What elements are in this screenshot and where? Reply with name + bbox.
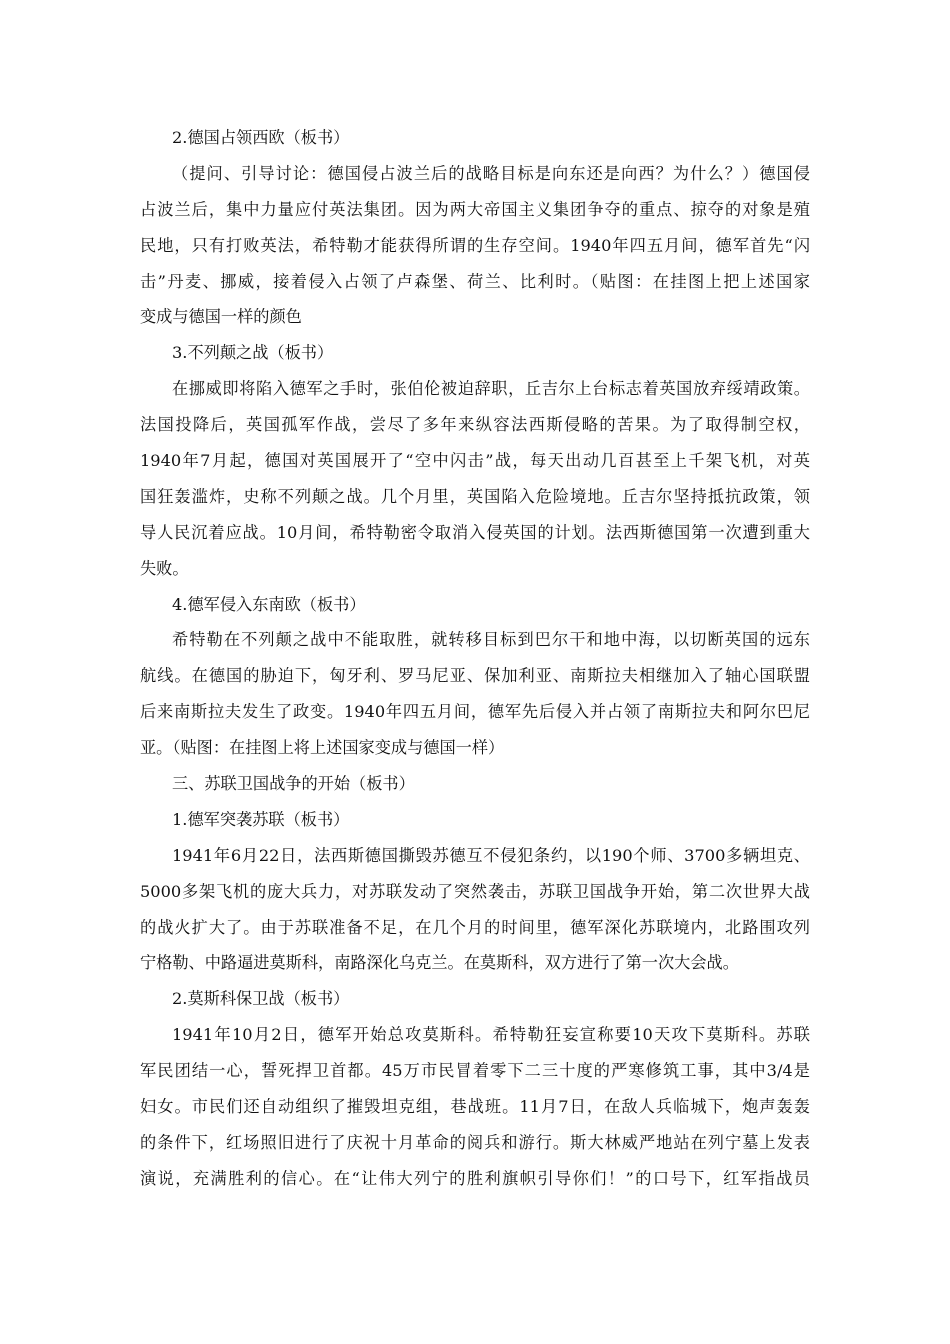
paragraph-line: 亚。（贴图：在挂图上将上述国家变成与德国一样） bbox=[140, 738, 505, 758]
paragraph-line: 1941年10月2日，德军开始总攻莫斯科。希特勒狂妄宣称要10天攻下莫斯科。苏联 bbox=[172, 1025, 810, 1045]
paragraph-line: （提问、引导讨论：德国侵占波兰后的战略目标是向东还是向西？为什么？）德国侵 bbox=[172, 163, 810, 183]
heading-southeast-europe bbox=[140, 587, 810, 623]
paragraph-invasion-of-ussr bbox=[140, 838, 810, 982]
heading-defense-of-moscow bbox=[140, 981, 810, 1017]
paragraph-line: 的条件下，红场照旧进行了庆祝十月革命的阅兵和游行。斯大林威严地站在列宁墓上发表 bbox=[140, 1132, 810, 1152]
paragraph-line: 后来南斯拉夫发生了政变。1940年四五月间，德军先后侵入并占领了南斯拉夫和阿尔巴尼 bbox=[140, 702, 810, 722]
paragraph-line: 民地，只有打败英法，希特勒才能获得所谓的生存空间。1940年四五月间，德军首先“闪 bbox=[140, 235, 810, 255]
paragraph-line: 宁格勒、中路逼进莫斯科，南路深化乌克兰。在莫斯科，双方进行了第一次大会战。 bbox=[140, 953, 739, 973]
paragraph-line: 在挪威即将陷入德军之手时，张伯伦被迫辞职，丘吉尔上台标志着英国放弃绥靖政策。 bbox=[172, 379, 810, 399]
paragraph-line: 1941年6月22日，法西斯德国撕毁苏德互不侵犯条约，以190个师、3700多辆坦克、 bbox=[172, 845, 810, 865]
heading-line: 4.德军侵入东南欧（板书） bbox=[172, 594, 366, 614]
paragraph-line: 演说，充满胜利的信心。在“让伟大列宁的胜利旗帜引导你们！”的口号下，红军指战员 bbox=[140, 1168, 810, 1188]
heading-line: 1.德军突袭苏联（板书） bbox=[172, 809, 350, 829]
paragraph-line: 军民团结一心，誓死捍卫首都。45万市民冒着零下二三十度的严寒修筑工事，其中3/4是 bbox=[140, 1061, 810, 1081]
paragraph-line: 变成与德国一样的颜色 bbox=[140, 307, 302, 327]
document-page bbox=[140, 120, 810, 1197]
heading-line: 2.莫斯科保卫战（板书） bbox=[172, 989, 350, 1009]
paragraph-line: 1940年7月起，德国对英国展开了“空中闪击”战，每天出动几百甚至上千架飞机，对英 bbox=[140, 451, 810, 471]
paragraph-line: 的战火扩大了。由于苏联准备不足，在几个月的时间里，德军深化苏联境内，北路围攻列 bbox=[140, 917, 810, 937]
paragraph-line: 妇女。市民们还自动组织了摧毁坦克组，巷战班。11月7日，在敌人兵临城下，炮声轰轰 bbox=[140, 1097, 810, 1117]
heading-line: 三、苏联卫国战争的开始（板书） bbox=[172, 774, 415, 794]
heading-western-europe bbox=[140, 120, 810, 156]
paragraph-line: 5000多架飞机的庞大兵力，对苏联发动了突然袭击，苏联卫国战争开始，第二次世界大战 bbox=[140, 881, 810, 901]
paragraph-line: 希特勒在不列颠之战中不能取胜，就转移目标到巴尔干和地中海，以切断英国的远东 bbox=[172, 630, 810, 650]
paragraph-defense-of-moscow bbox=[140, 1017, 810, 1196]
heading-invasion-of-ussr bbox=[140, 802, 810, 838]
paragraph-line: 法国投降后，英国孤军作战，尝尽了多年来纵容法西斯侵略的苦果。为了取得制空权， bbox=[140, 415, 810, 435]
paragraph-line: 航线。在德国的胁迫下，匈牙利、罗马尼亚、保加利亚、南斯拉夫相继加入了轴心国联盟 bbox=[140, 666, 810, 686]
heading-section-three bbox=[140, 766, 810, 802]
paragraph-line: 导人民沉着应战。10月间，希特勒密令取消入侵英国的计划。法西斯德国第一次遭到重大 bbox=[140, 522, 810, 542]
heading-line: 2.德国占领西欧（板书） bbox=[172, 128, 350, 147]
heading-battle-of-britain bbox=[140, 335, 810, 371]
paragraph-line: 失败。 bbox=[140, 558, 189, 578]
paragraph-line: 占波兰后，集中力量应付英法集团。因为两大帝国主义集团争夺的重点、掠夺的对象是殖 bbox=[140, 199, 810, 219]
paragraph-southeast-europe bbox=[140, 622, 810, 766]
paragraph-western-europe bbox=[140, 156, 810, 335]
paragraph-line: 击”丹麦、挪威，接着侵入占领了卢森堡、荷兰、比利时。（贴图：在挂图上把上述国家 bbox=[140, 271, 810, 291]
paragraph-line: 国狂轰滥炸，史称不列颠之战。几个月里，英国陷入危险境地。丘吉尔坚持抵抗政策，领 bbox=[140, 486, 810, 506]
heading-line: 3.不列颠之战（板书） bbox=[172, 343, 334, 363]
paragraph-battle-of-britain bbox=[140, 371, 810, 586]
